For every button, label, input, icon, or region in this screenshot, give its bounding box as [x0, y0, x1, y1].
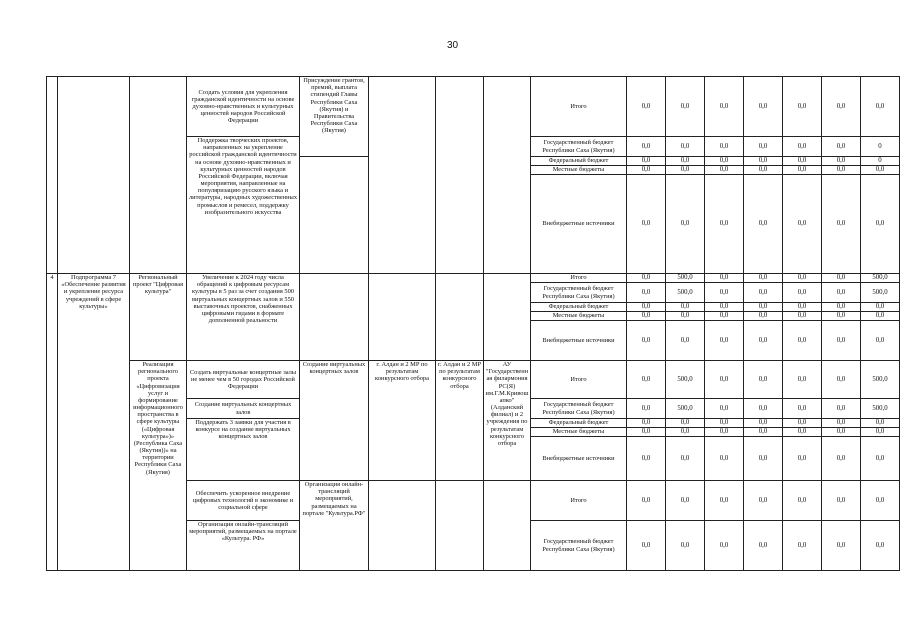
- value-cell: 0,0: [705, 521, 744, 571]
- value-cell: 0,0: [822, 428, 861, 437]
- value-cell: 0,0: [705, 274, 744, 283]
- task-cell: Увеличение к 2024 году числа обращений к цифровым ресурсам культуры в 5 раз за счет создания 500 виртуальных концертных залов и 550 выставочных проектов, снабженных цифровыми гидами в формате дополненной реальности: [187, 274, 300, 361]
- table-row: [47, 77, 900, 137]
- value-cell: 0,0: [861, 481, 900, 521]
- executor-cell: АУ "Государственная филармония РС(Я) им.Г.М.Кривошапко" (Алданский филиал) и 2 учреждения по результатам конкурсного отбора: [484, 361, 531, 481]
- value-cell: 0,0: [822, 521, 861, 571]
- value-cell: 0,0: [822, 361, 861, 399]
- value-cell: 0,0: [783, 521, 822, 571]
- value-cell: 0,0: [861, 419, 900, 428]
- value-cell: 0,0: [861, 77, 900, 137]
- value-cell: 0,0: [627, 274, 666, 283]
- value-cell: 0,0: [705, 399, 744, 419]
- result-cell: Присуждение грантов, премий, выплата стипендий Главы Республики Саха (Якутия) и Правительства Республики Саха (Якутия): [300, 77, 369, 157]
- value-cell: 0,0: [744, 321, 783, 361]
- subprogram-cell: Подпрограмма 7 «Обеспечение развития и укрепление ресурса учреждений в сфере культуры»: [58, 274, 130, 571]
- value-cell: 0,0: [822, 399, 861, 419]
- funding-source: Государственный бюджет Республики Саха (Якутия): [531, 521, 627, 571]
- value-cell: 500,0: [666, 283, 705, 303]
- value-cell: 0,0: [744, 175, 783, 274]
- value-cell: 0,0: [783, 77, 822, 137]
- project-cell: Региональный проект "Цифровая культура": [130, 274, 187, 361]
- table-row: [47, 274, 900, 283]
- value-cell: 0,0: [666, 175, 705, 274]
- funding-source: Местные бюджеты: [531, 166, 627, 175]
- value-cell: 0: [861, 157, 900, 166]
- value-cell: 0,0: [705, 437, 744, 481]
- value-cell: 0,0: [666, 321, 705, 361]
- funding-source: Внебюджетные источники: [531, 175, 627, 274]
- value-cell: 0,0: [744, 303, 783, 312]
- funding-source: Итого: [531, 274, 627, 283]
- value-cell: 0,0: [861, 321, 900, 361]
- value-cell: 0,0: [861, 312, 900, 321]
- value-cell: 0,0: [744, 312, 783, 321]
- row-number: 4: [47, 274, 58, 571]
- value-cell: 0,0: [783, 321, 822, 361]
- value-cell: 500,0: [666, 399, 705, 419]
- task-cell: Обеспечить ускоренное внедрение цифровых технологий в экономике и социальной сфере: [187, 481, 300, 521]
- funding-source: Итого: [531, 77, 627, 137]
- value-cell: 0,0: [627, 481, 666, 521]
- value-cell: 0,0: [627, 428, 666, 437]
- value-cell: 0,0: [783, 399, 822, 419]
- value-cell: 0,0: [705, 175, 744, 274]
- value-cell: 0,0: [822, 283, 861, 303]
- table-row: [47, 361, 900, 399]
- funding-source: Федеральный бюджет: [531, 303, 627, 312]
- value-cell: 0,0: [744, 283, 783, 303]
- funding-source: Внебюджетные источники: [531, 437, 627, 481]
- funding-source: Местные бюджеты: [531, 312, 627, 321]
- funding-source: Государственный бюджет Республики Саха (Якутия): [531, 399, 627, 419]
- value-cell: 500,0: [861, 361, 900, 399]
- value-cell: 0,0: [783, 303, 822, 312]
- result-cell: Создание виртуальных концертных залов: [300, 361, 369, 481]
- value-cell: 0,0: [744, 361, 783, 399]
- funding-source: Федеральный бюджет: [531, 419, 627, 428]
- value-cell: 0,0: [861, 166, 900, 175]
- value-cell: 0,0: [705, 312, 744, 321]
- value-cell: 0,0: [822, 77, 861, 137]
- value-cell: 0,0: [744, 521, 783, 571]
- value-cell: 0,0: [666, 137, 705, 157]
- value-cell: 0,0: [705, 428, 744, 437]
- value-cell: 0,0: [783, 312, 822, 321]
- funding-source: Федеральный бюджет: [531, 157, 627, 166]
- value-cell: 0,0: [705, 321, 744, 361]
- value-cell: 0,0: [822, 175, 861, 274]
- value-cell: 0,0: [783, 361, 822, 399]
- page-number: 30: [446, 40, 459, 51]
- value-cell: 0,0: [627, 361, 666, 399]
- value-cell: 0,0: [627, 419, 666, 428]
- value-cell: 0,0: [822, 303, 861, 312]
- funding-source: Государственный бюджет Республики Саха (Якутия): [531, 283, 627, 303]
- value-cell: 0,0: [744, 157, 783, 166]
- value-cell: 0,0: [744, 437, 783, 481]
- value-cell: 0,0: [861, 521, 900, 571]
- value-cell: 0,0: [666, 77, 705, 137]
- value-cell: 500,0: [861, 283, 900, 303]
- value-cell: 500,0: [861, 399, 900, 419]
- value-cell: 0,0: [822, 481, 861, 521]
- value-cell: 0,0: [705, 481, 744, 521]
- value-cell: 0,0: [822, 312, 861, 321]
- value-cell: 0,0: [783, 157, 822, 166]
- value-cell: 0: [861, 137, 900, 157]
- territory-cell: г. Алдан и 2 МР по результатам конкурсного отбора: [436, 361, 484, 481]
- value-cell: 0,0: [666, 428, 705, 437]
- task-cell: Поддержать 3 заявки для участия в конкурсе на создание виртуальных концертных залов: [187, 419, 300, 481]
- value-cell: 0,0: [822, 274, 861, 283]
- value-cell: 0,0: [744, 77, 783, 137]
- funding-source: Итого: [531, 361, 627, 399]
- result-cell: Организация онлайн-трансляций мероприятий, размещаемых на портале "Культура.РФ": [300, 481, 369, 571]
- value-cell: 0,0: [705, 361, 744, 399]
- value-cell: 0,0: [666, 303, 705, 312]
- value-cell: 0,0: [783, 428, 822, 437]
- value-cell: 0,0: [861, 437, 900, 481]
- value-cell: 0,0: [666, 419, 705, 428]
- funding-source: Местные бюджеты: [531, 428, 627, 437]
- value-cell: 0,0: [627, 312, 666, 321]
- value-cell: 0,0: [666, 521, 705, 571]
- value-cell: 0,0: [627, 77, 666, 137]
- value-cell: 0,0: [666, 437, 705, 481]
- funding-source: Внебюджетные источники: [531, 321, 627, 361]
- value-cell: 0,0: [861, 303, 900, 312]
- value-cell: 0,0: [822, 419, 861, 428]
- budget-table: [46, 76, 900, 571]
- value-cell: 500,0: [666, 361, 705, 399]
- value-cell: 0,0: [744, 481, 783, 521]
- task-cell: Создание виртуальных концертных залов: [187, 399, 300, 419]
- value-cell: 0,0: [705, 419, 744, 428]
- value-cell: 0,0: [627, 321, 666, 361]
- value-cell: 0,0: [627, 175, 666, 274]
- value-cell: 0,0: [744, 428, 783, 437]
- value-cell: 500,0: [861, 274, 900, 283]
- value-cell: 0,0: [822, 137, 861, 157]
- value-cell: 0,0: [861, 428, 900, 437]
- value-cell: 0,0: [822, 437, 861, 481]
- value-cell: 0,0: [861, 175, 900, 274]
- value-cell: 0,0: [705, 166, 744, 175]
- value-cell: 0,0: [783, 283, 822, 303]
- task-cell: Создать условия для укрепления гражданской идентичности на основе духовно-нравственных и культурных ценностей народов Российской Федерации: [187, 77, 300, 137]
- value-cell: 0,0: [705, 283, 744, 303]
- value-cell: 0,0: [627, 437, 666, 481]
- value-cell: 0,0: [783, 137, 822, 157]
- value-cell: 0,0: [783, 175, 822, 274]
- value-cell: 0,0: [783, 481, 822, 521]
- value-cell: 0,0: [627, 303, 666, 312]
- value-cell: 0,0: [783, 437, 822, 481]
- value-cell: 0,0: [783, 419, 822, 428]
- value-cell: 500,0: [666, 274, 705, 283]
- value-cell: 0,0: [822, 321, 861, 361]
- project-cell: Реализация регионального проекта «Цифровизация услуг и формирование информационного пространства в сфере культуры («Цифровая культура»)» (Республика Саха (Якутия))» на территории Республики Саха (Якутия): [130, 361, 187, 571]
- value-cell: 0,0: [744, 166, 783, 175]
- value-cell: 0,0: [705, 137, 744, 157]
- value-cell: 0,0: [744, 274, 783, 283]
- value-cell: 0,0: [627, 137, 666, 157]
- value-cell: 0,0: [822, 157, 861, 166]
- value-cell: 0,0: [705, 157, 744, 166]
- value-cell: 0,0: [744, 137, 783, 157]
- value-cell: 0,0: [666, 312, 705, 321]
- value-cell: 0,0: [783, 274, 822, 283]
- task-cell: Организация онлайн-трансляций мероприятий, размещаемых на портале «Культура. РФ»: [187, 521, 300, 571]
- value-cell: 0,0: [783, 166, 822, 175]
- value-cell: 0,0: [822, 166, 861, 175]
- value-cell: 0,0: [627, 399, 666, 419]
- value-cell: 0,0: [666, 157, 705, 166]
- funding-source: Итого: [531, 481, 627, 521]
- task-cell: Поддержка творческих проектов, направленных на укрепление российской гражданской идентичности на основе духовно-нравственных и культурных ценностей народов Российской Федерации, включая мероприятия, направленные на популяризацию русского языка и литературы, народных художественных промыслов и ремесел, поддержку изобразительного искусства: [187, 137, 300, 274]
- value-cell: 0,0: [705, 77, 744, 137]
- value-cell: 0,0: [627, 166, 666, 175]
- value-cell: 0,0: [666, 166, 705, 175]
- value-cell: 0,0: [666, 481, 705, 521]
- value-cell: 0,0: [627, 521, 666, 571]
- territory-cell: г. Алдан и 2 МР по результатам конкурсного отбора: [369, 361, 436, 481]
- value-cell: 0,0: [744, 399, 783, 419]
- task-cell: Создать виртуальные концертные залы не менее чем в 50 городах Российской Федерации: [187, 361, 300, 399]
- value-cell: 0,0: [705, 303, 744, 312]
- value-cell: 0,0: [627, 283, 666, 303]
- funding-source: Государственный бюджет Республики Саха (Якутия): [531, 137, 627, 157]
- value-cell: 0,0: [744, 419, 783, 428]
- value-cell: 0,0: [627, 157, 666, 166]
